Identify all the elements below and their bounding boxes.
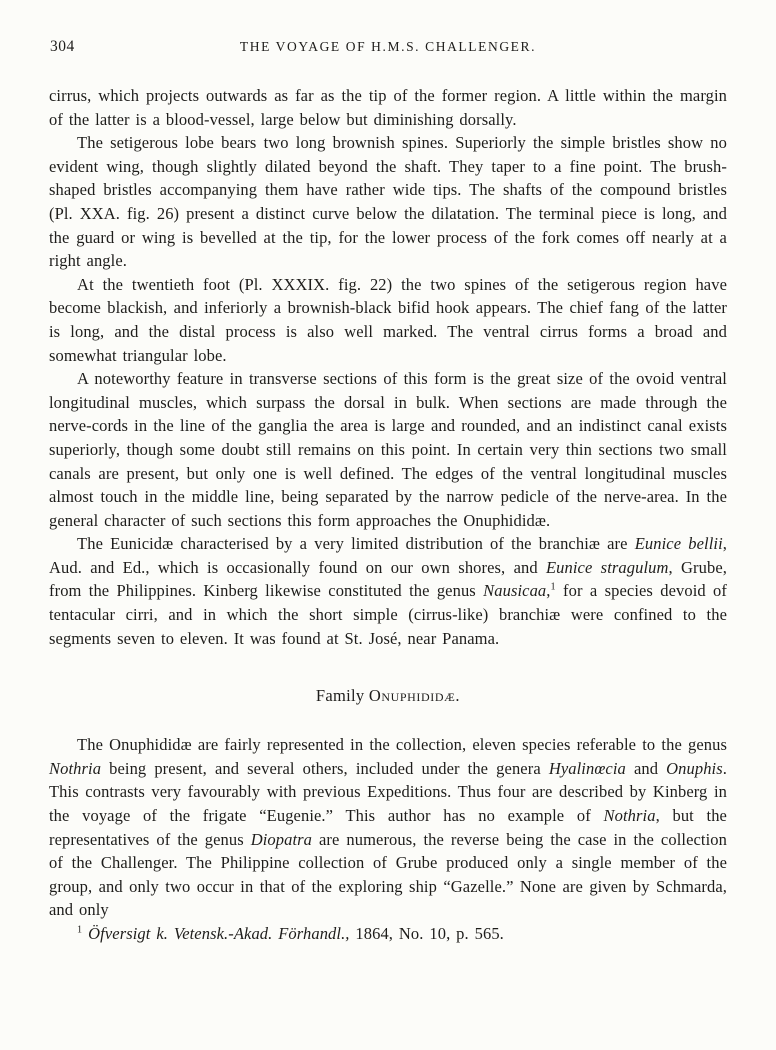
footnote-marker: 1: [77, 924, 83, 936]
text-segment: being present, and several others, included under the genera: [101, 758, 549, 778]
paragraph-eunicidae-branchiae: [49, 532, 727, 650]
footnote-citation-detail: 1864, No. 10, p. 565.: [349, 924, 504, 943]
paragraph-transverse-sections: A noteworthy feature in transverse sections of this form is the great size of the ovoid ventral longitudinal muscles, which surpass the dorsal in bulk. When sections are made through the nerve-cords in the line of the ganglia the area is large and rounded, and an indistinct canal exists superiorly, though some doubt still remains on this point. In certain very thin sections two small canals are present, but only one is well defined. The edges of the ventral longitudinal muscles almost touch in the middle line, being separated by the narrow pedicle of the nerve-area. In the general character of such sections this form approaches the Onuphididæ.: [49, 369, 727, 530]
footnote-citation-title: Öfversigt k. Vetensk.-Akad. Förhandl.,: [82, 924, 350, 943]
footnote: [49, 922, 727, 946]
heading-prefix: Family: [315, 686, 369, 706]
text-segment: , Aud. and Ed., which is occasionally found on our own shores, and: [49, 534, 727, 577]
genus-name: Diopatra: [250, 829, 313, 849]
species-name: Eunice stragulum: [545, 557, 669, 577]
genus-name: Nothria: [49, 758, 102, 778]
paragraph-continuation: cirrus, which projects outwards as far as the tip of the former region. A little within the margin of the latter is a blood-vessel, large below but diminishing dorsally.: [49, 86, 727, 129]
text-segment: The Onuphididæ are fairly represented in the collection, eleven species referable to the genus: [77, 735, 727, 755]
text-segment: are numerous, the reverse being the case in the collection of the Challenger. The Philippine collection of Grube produced only a single member of the group, and only two occur in that of the exploring ship “Gazelle.” None are given by Schmarda, and only: [49, 829, 727, 920]
text-segment: ,: [546, 581, 551, 601]
text-segment: , but the representatives of the genus: [49, 806, 727, 849]
paragraph-onuphididae-collection: [49, 733, 727, 922]
text-segment: The Eunicidæ characterised by a very limited distribution of the branchiæ are: [77, 534, 635, 554]
genus-name: Nothria: [603, 806, 656, 826]
page-number: 304: [50, 38, 75, 55]
paragraph-twentieth-foot: At the twentieth foot (Pl. XXXIX. fig. 22) the two spines of the setigerous region have become blackish, and inferiorly a brownish-black bifid hook appears. The chief fang of the latter is long, and the distal process is also well marked. The ventral cirrus forms a broad and somewhat triangular lobe.: [49, 274, 727, 365]
paragraph-setigerous-lobe: The setigerous lobe bears two long brownish spines. Superiorly the simple bristles show no evident wing, though slightly dilated beyond the shaft. They taper to a fine point. The brush-shaped bristles accompanying them have rather wide tips. The shafts of the compound bristles (Pl. XXA. fig. 26) present a distinct curve below the dilatation. The terminal piece is long, and the guard or wing is bevelled at the tip, for the lower process of the fork comes off nearly at a right angle.: [49, 133, 727, 271]
body-text: [49, 84, 727, 946]
text-segment: . This contrasts very favourably with previous Expeditions. Thus four are described by Kinberg in the voyage of the frigate “Eugenie.” This author has no example of: [49, 758, 727, 826]
heading-family-name: Onuphididæ.: [368, 686, 461, 706]
text-segment: for a species devoid of tentacular cirri, and in which the short simple (cirrus-like) branchiæ were confined to the segments seven to eleven. It was found at St. José, near Panama.: [49, 581, 727, 648]
running-title: THE VOYAGE OF H.M.S. CHALLENGER.: [239, 39, 537, 54]
genus-name: Nausicaa: [483, 581, 547, 601]
text-segment: , Grube, from the Philippines. Kinberg likewise constituted the genus: [49, 557, 727, 601]
genus-name: Onuphis: [666, 758, 723, 778]
section-heading-family-onuphididae: [49, 686, 727, 706]
footnote-reference: 1: [550, 581, 556, 593]
genus-name: Hyalinœcia: [548, 758, 626, 778]
species-name: Eunice bellii: [634, 534, 723, 554]
page-header: [49, 36, 727, 58]
text-segment: and: [625, 758, 667, 778]
